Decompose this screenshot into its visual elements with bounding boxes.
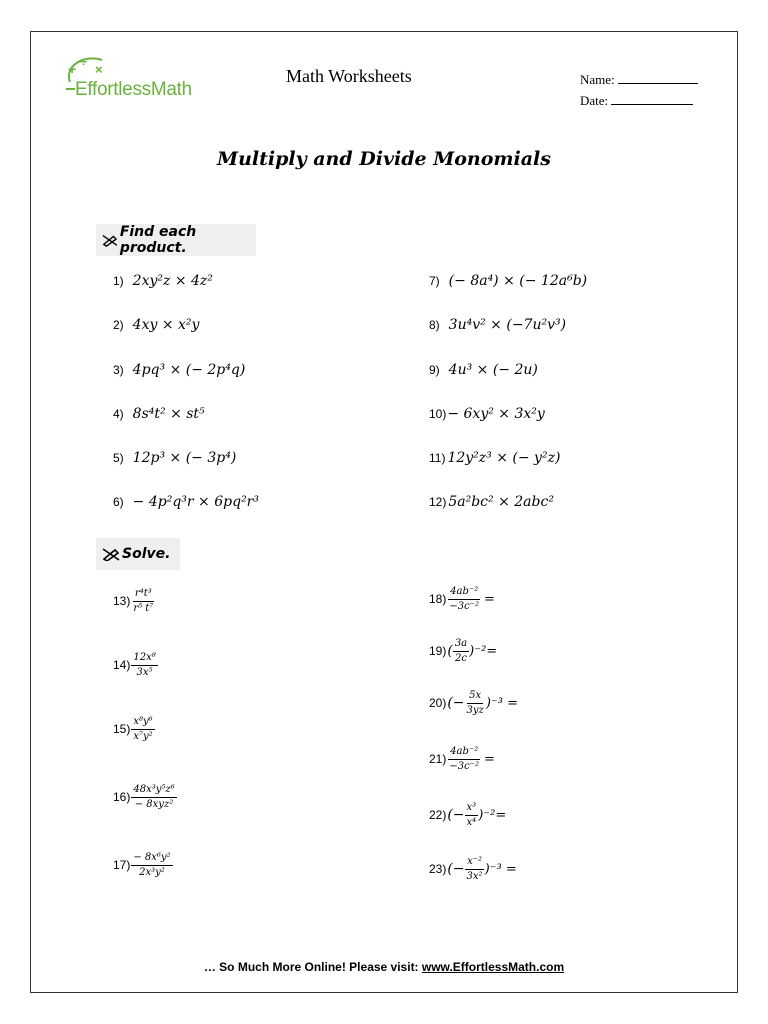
pencil-icon	[102, 233, 118, 247]
problem-16	[113, 784, 177, 810]
problem-number: 23)	[429, 862, 447, 876]
problem-number: 3)	[113, 363, 124, 377]
problem-number: 22)	[429, 808, 447, 822]
denominator: −3c⁻²	[449, 760, 479, 772]
problem-expression: − 6xy² × 3x²y	[447, 406, 545, 422]
problem-2	[113, 317, 199, 333]
section-heading-text: Find each product.	[119, 224, 197, 256]
fraction	[465, 802, 479, 828]
problem-expression: − 4p²q³r × 6pq²r³	[132, 494, 259, 510]
problem-14	[113, 652, 158, 678]
denominator: 3x²	[466, 870, 483, 882]
problem-20	[429, 690, 518, 716]
problem-number: 9)	[429, 363, 440, 377]
prefix: (−	[447, 861, 465, 877]
problem-19	[429, 638, 497, 664]
problem-expression: (− 8a⁴) × (− 12a⁶b)	[448, 273, 588, 289]
problem-22	[429, 802, 506, 828]
fraction	[453, 638, 469, 664]
prefix: (−	[447, 807, 465, 823]
problem-number: 21)	[429, 752, 447, 766]
denominator: x⁴	[466, 816, 477, 828]
problem-number: 11)	[429, 451, 446, 465]
suffix: )⁻³ =	[484, 861, 517, 877]
numerator: − 8x⁶y²	[131, 852, 172, 866]
worksheet-header: Math Worksheets	[286, 66, 412, 86]
problem-expression: 2xy²z × 4z²	[132, 273, 213, 289]
problem-number: 10)	[429, 407, 447, 421]
date-label: Date:	[580, 93, 609, 108]
footer	[0, 960, 768, 974]
pencil-icon	[102, 547, 120, 561]
denominator: 3yz	[466, 704, 484, 716]
fraction	[465, 690, 486, 716]
section-heading-products	[96, 224, 256, 256]
problem-number: 16)	[113, 790, 131, 804]
footer-link[interactable]: www.EffortlessMath.com	[421, 960, 565, 974]
problem-number: 1)	[113, 274, 124, 288]
numerator: x⁻²	[465, 856, 484, 870]
problem-number: 19)	[429, 644, 447, 658]
section-heading-text: Solve.	[122, 546, 171, 562]
logo-text: EffortlessMath	[75, 79, 192, 100]
name-field[interactable]	[580, 72, 698, 88]
fraction	[447, 586, 481, 612]
numerator: 4ab⁻²	[448, 746, 480, 760]
page-border	[30, 31, 738, 993]
numerator: 12x⁸	[131, 652, 157, 666]
numerator: 4ab⁻²	[448, 586, 480, 600]
problem-11	[429, 450, 560, 466]
problem-12	[429, 494, 554, 510]
problem-expression: 4xy × x²y	[132, 317, 200, 333]
prefix: (	[447, 643, 453, 659]
problem-number: 7)	[429, 274, 440, 288]
name-label: Name:	[580, 72, 615, 87]
problem-expression: 8s⁴t² × st⁵	[132, 406, 205, 422]
problem-number: 14)	[113, 658, 131, 672]
page-title: Multiply and Divide Monomials	[217, 148, 551, 170]
name-line[interactable]	[618, 72, 698, 84]
problem-6	[113, 494, 259, 510]
problem-number: 17)	[113, 858, 131, 872]
fraction	[465, 856, 485, 882]
suffix: )⁻³ =	[485, 695, 518, 711]
denominator: r⁵ t⁷	[133, 602, 154, 614]
denominator: 2c	[454, 652, 467, 664]
problem-5	[113, 450, 236, 466]
prefix: (−	[447, 695, 465, 711]
problem-10	[429, 406, 545, 422]
problem-9	[429, 362, 538, 378]
problem-number: 12)	[429, 495, 447, 509]
problem-number: 4)	[113, 407, 124, 421]
numerator: 48x³y⁵z⁶	[131, 784, 176, 798]
problem-4	[113, 406, 205, 422]
problem-8	[429, 317, 566, 333]
problem-expression: 3u⁴v² × (−7u²v³)	[448, 317, 567, 333]
problem-number: 2)	[113, 318, 124, 332]
suffix: =	[483, 591, 495, 607]
numerator: 5x	[467, 690, 483, 704]
problem-number: 18)	[429, 592, 447, 606]
numerator: 3a	[453, 638, 469, 652]
problem-number: 13)	[113, 594, 131, 608]
footer-text: … So Much More Online! Please visit:	[203, 960, 422, 974]
problem-17	[113, 852, 173, 878]
fraction	[131, 652, 157, 678]
suffix: )⁻²=	[469, 643, 498, 659]
problem-number: 8)	[429, 318, 440, 332]
fraction	[131, 588, 155, 614]
problem-18	[429, 586, 495, 612]
numerator: x³	[465, 802, 479, 816]
problem-expression: 4pq³ × (− 2p⁴q)	[132, 362, 246, 378]
svg-text:+: +	[68, 61, 77, 77]
problem-21	[429, 746, 495, 772]
problem-15	[113, 716, 155, 742]
denominator: x⁷y²	[133, 730, 153, 742]
suffix: =	[483, 751, 495, 767]
problem-expression: 12p³ × (− 3p⁴)	[132, 450, 237, 466]
problem-expression: 5a²bc² × 2abc²	[448, 494, 554, 510]
svg-text:×: ×	[95, 62, 103, 77]
problem-number: 5)	[113, 451, 124, 465]
problem-number: 15)	[113, 722, 131, 736]
section-heading-solve	[96, 538, 180, 570]
fraction	[447, 746, 481, 772]
fraction	[131, 784, 176, 810]
suffix: )⁻²=	[478, 807, 507, 823]
date-line[interactable]	[611, 93, 693, 105]
denominator: − 8xyz²	[134, 798, 174, 810]
problem-3	[113, 362, 245, 378]
denominator: −3c⁻²	[449, 600, 479, 612]
denominator: 2x³y²	[139, 866, 165, 878]
fraction	[131, 716, 154, 742]
problem-7	[429, 273, 587, 289]
problem-number: 6)	[113, 495, 124, 509]
numerator: r⁴t³	[133, 588, 154, 602]
denominator: 3x⁵	[136, 666, 153, 678]
problem-1	[113, 273, 213, 289]
svg-text:÷: ÷	[80, 54, 88, 69]
numerator: x⁸y⁶	[131, 716, 154, 730]
problem-number: 20)	[429, 696, 447, 710]
problem-expression: 4u³ × (− 2u)	[448, 362, 538, 378]
date-field[interactable]	[580, 93, 693, 109]
problem-13	[113, 588, 155, 614]
problem-expression: 12y²z³ × (− y²z)	[447, 450, 561, 466]
problem-23	[429, 856, 517, 882]
fraction	[131, 852, 172, 878]
